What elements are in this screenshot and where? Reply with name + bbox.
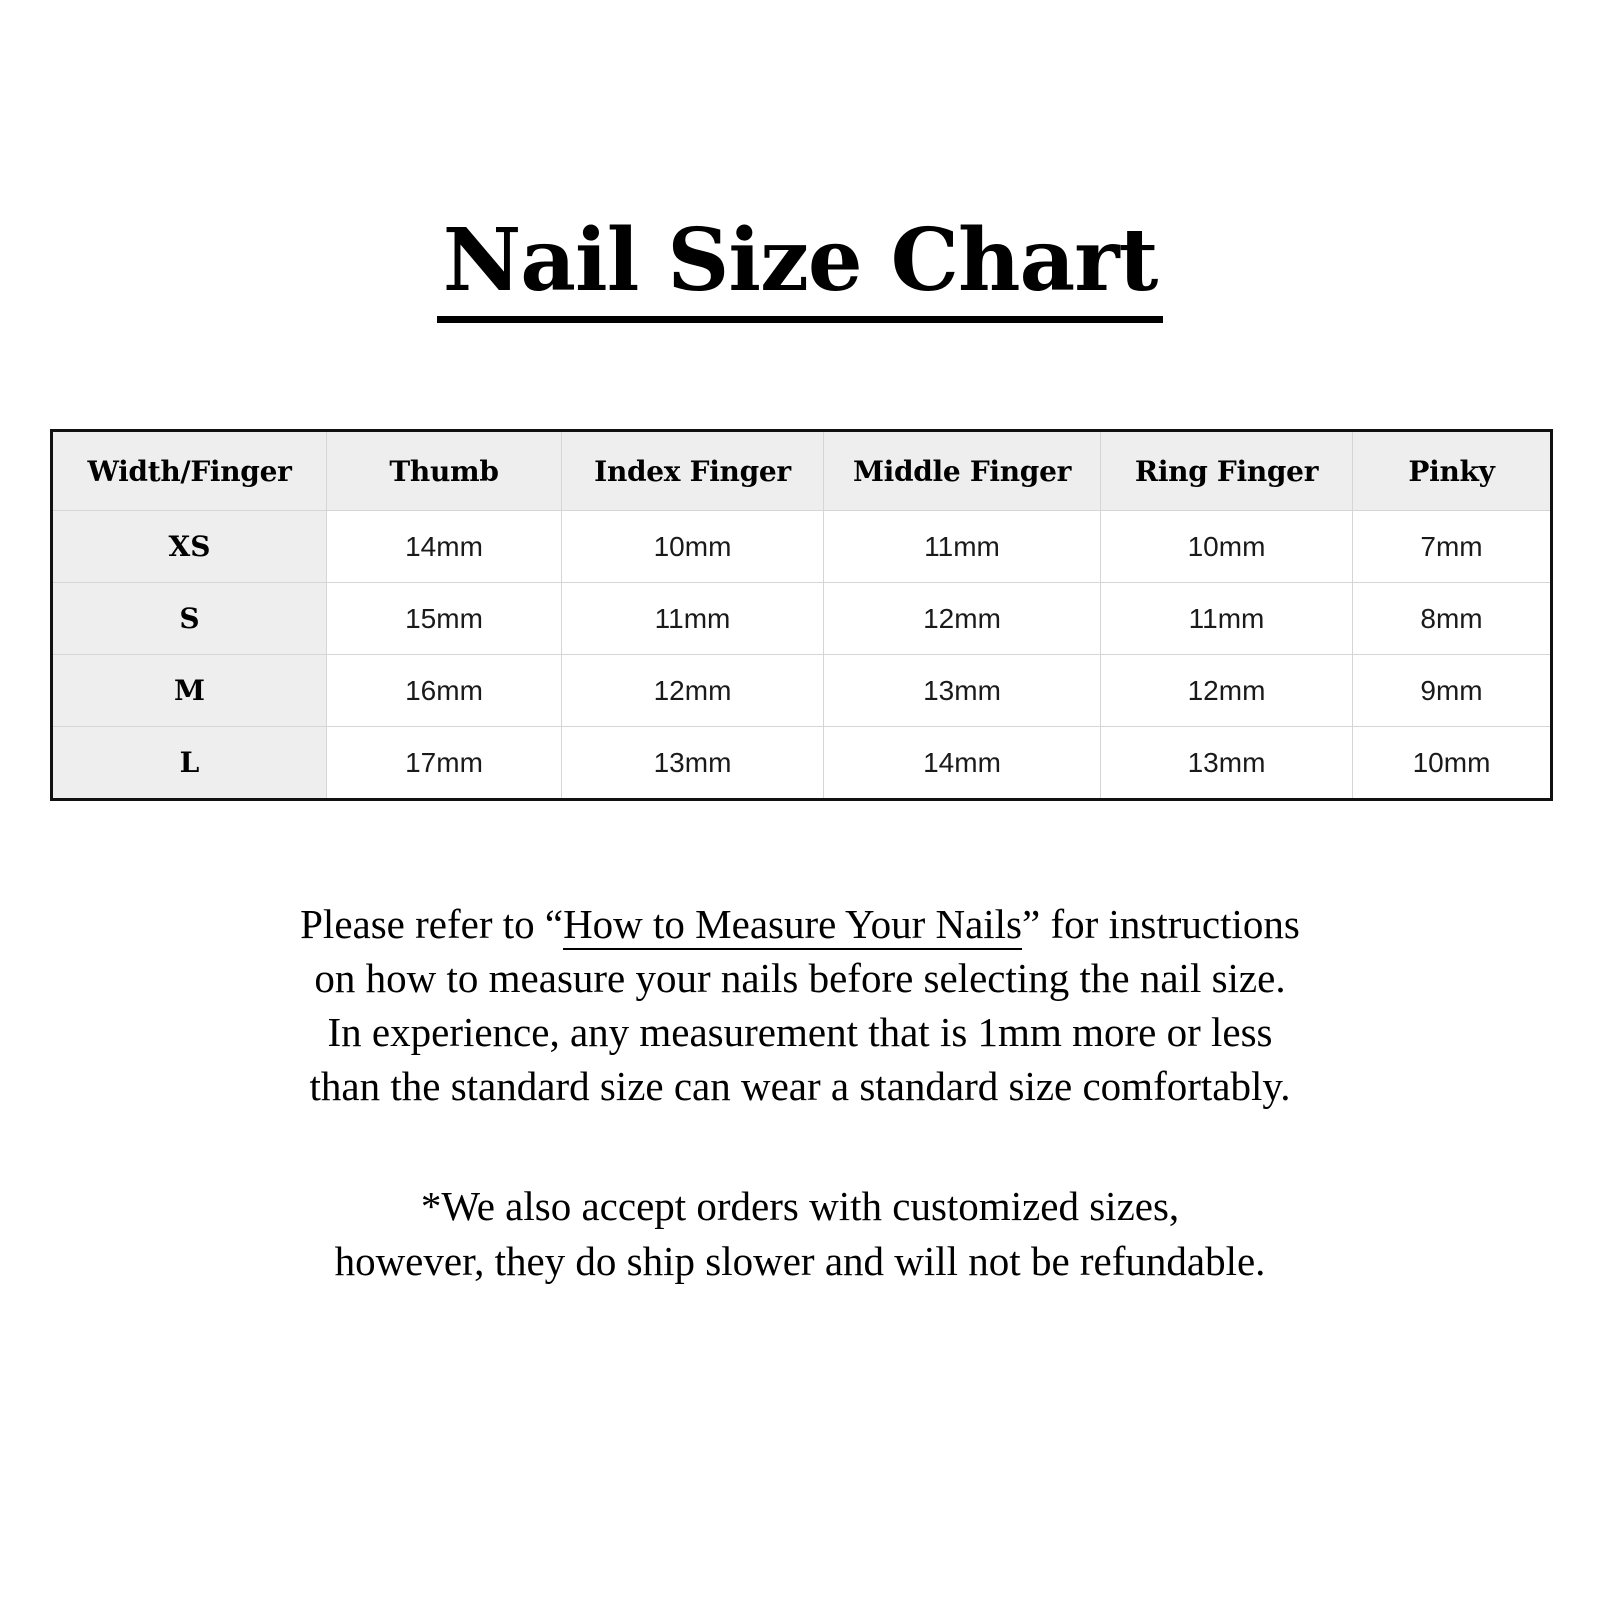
nail-size-table <box>50 429 1553 801</box>
table-header <box>52 431 1552 511</box>
cell-thumb: 15mm <box>327 583 562 655</box>
instructions-line-3: In experience, any measurement that is 1mm more or less <box>327 1009 1273 1056</box>
column-header-index-finger: Index Finger <box>562 431 824 511</box>
page-title-container <box>0 0 1600 323</box>
cell-index-finger: 10mm <box>562 511 824 583</box>
cell-index-finger: 11mm <box>562 583 824 655</box>
cell-index-finger: 13mm <box>562 727 824 800</box>
cell-ring-finger: 10mm <box>1101 511 1353 583</box>
cell-index-finger: 12mm <box>562 655 824 727</box>
cell-middle-finger: 11mm <box>824 511 1101 583</box>
table-header-row <box>52 431 1552 511</box>
row-size-label: M <box>52 655 327 727</box>
table-row <box>52 511 1552 583</box>
instructions-line-4: than the standard size can wear a standard size comfortably. <box>309 1063 1291 1110</box>
cell-ring-finger: 13mm <box>1101 727 1353 800</box>
custom-orders-line-2: however, they do ship slower and will not be refundable. <box>334 1237 1266 1284</box>
custom-orders-line-1: *We also accept orders with customized sizes, <box>420 1183 1180 1230</box>
row-size-label: L <box>52 727 327 800</box>
instructions-line-2: on how to measure your nails before selecting the nail size. <box>314 955 1286 1002</box>
cell-pinky: 10mm <box>1353 727 1552 800</box>
table-row <box>52 727 1552 800</box>
column-header-pinky: Pinky <box>1353 431 1552 511</box>
column-header-ring-finger: Ring Finger <box>1101 431 1353 511</box>
page-title: Nail Size Chart <box>437 218 1164 323</box>
cell-middle-finger: 14mm <box>824 727 1101 800</box>
cell-thumb: 17mm <box>327 727 562 800</box>
table-row <box>52 655 1552 727</box>
row-size-label: S <box>52 583 327 655</box>
row-size-label: XS <box>52 511 327 583</box>
cell-pinky: 9mm <box>1353 655 1552 727</box>
cell-middle-finger: 12mm <box>824 583 1101 655</box>
notes-section <box>0 897 1600 1288</box>
instructions-text-pre: Please refer to “ <box>300 901 564 947</box>
cell-pinky: 7mm <box>1353 511 1552 583</box>
cell-middle-finger: 13mm <box>824 655 1101 727</box>
column-header-middle-finger: Middle Finger <box>824 431 1101 511</box>
size-table-container <box>50 429 1550 801</box>
notes-spacer <box>0 1113 1600 1179</box>
instructions-text-post: ” for instructions <box>1022 901 1300 947</box>
how-to-measure-link[interactable]: How to Measure Your Nails <box>563 901 1022 950</box>
table-row <box>52 583 1552 655</box>
cell-ring-finger: 12mm <box>1101 655 1353 727</box>
column-header-width-finger: Width/Finger <box>52 431 327 511</box>
column-header-thumb: Thumb <box>327 431 562 511</box>
cell-thumb: 16mm <box>327 655 562 727</box>
table-body <box>52 511 1552 800</box>
instructions-line-1 <box>0 897 1600 951</box>
cell-pinky: 8mm <box>1353 583 1552 655</box>
cell-ring-finger: 11mm <box>1101 583 1353 655</box>
cell-thumb: 14mm <box>327 511 562 583</box>
